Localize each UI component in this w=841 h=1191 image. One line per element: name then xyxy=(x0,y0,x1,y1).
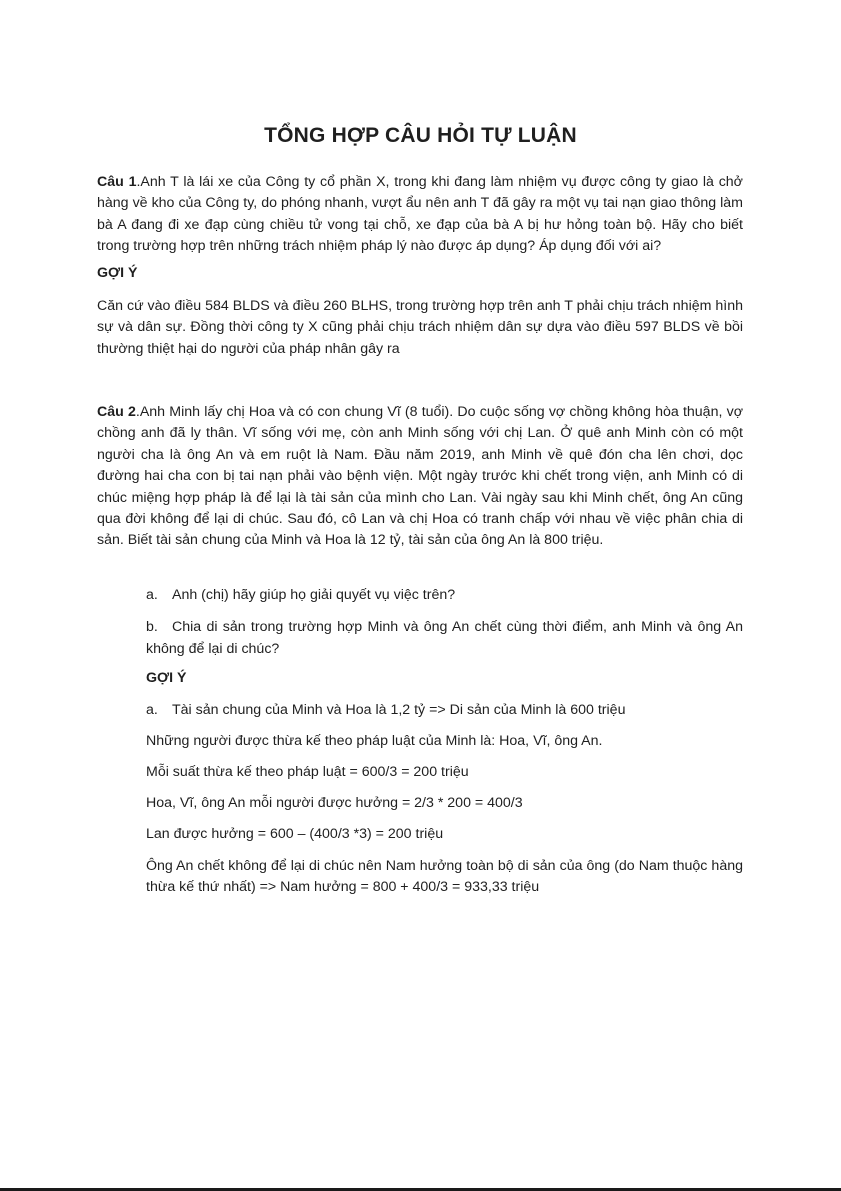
item-a-text: Anh (chị) hãy giúp họ giải quyết vụ việc trên? xyxy=(172,587,456,603)
answer-a-text: Tài sản chung của Minh và Hoa là 1,2 tỷ => Di sản của Minh là 600 triệu xyxy=(172,702,626,718)
answer-a-marker: a. xyxy=(146,702,158,718)
question-1 xyxy=(97,172,743,258)
question-2-item-b xyxy=(146,616,743,660)
question-2-label: Câu 2 xyxy=(97,404,136,420)
question-2 xyxy=(97,402,743,552)
question-2-item-a xyxy=(146,584,743,606)
question-1-label: Câu 1 xyxy=(97,174,137,190)
answer-a xyxy=(146,699,743,721)
item-b-text: Chia di sản trong trường hợp Minh và ông An chết cùng thời điểm, anh Minh và ông An không để lại di chúc? xyxy=(146,619,743,657)
item-a-marker: a. xyxy=(146,587,158,603)
answer-line-nam: Ông An chết không để lại di chúc nên Nam hưởng toàn bộ di sản của ông (do Nam thuộc hàng thừa kế thứ nhất) => Nam hưởng = 800 + 400/3 = 933,33 triệu xyxy=(146,858,743,896)
answer-line-each: Hoa, Vĩ, ông An mỗi người được hưởng = 2/3 * 200 = 400/3 xyxy=(146,795,523,811)
question-1-hint-heading: GỢI Ý xyxy=(97,265,138,281)
item-b-marker: b. xyxy=(146,619,158,635)
question-1-hint-text: Căn cứ vào điều 584 BLDS và điều 260 BLHS, trong trường hợp trên anh T phải chịu trách nhiệm hình sự và dân sự. Đồng thời công ty X cũng phải chịu trách nhiệm dân sự dựa vào điều 597 BLDS về bồi thường thiệt hại do người của pháp nhân gây ra xyxy=(97,298,743,357)
question-1-text: .Anh T là lái xe của Công ty cổ phần X, trong khi đang làm nhiệm vụ được công ty giao là chở hàng về kho của Công ty, do phóng nhanh, vượt ẩu nên anh T đã gây ra một vụ tai nạn giao thông làm bà A đang đi xe đạp cùng chiều tử vong tại chỗ, xe đạp của bà A bị hư hỏng toàn bộ. Hãy cho biết trong trường hợp trên những trách nhiệm pháp lý nào được áp dụng? Áp dụng đối với ai? xyxy=(97,174,743,255)
page-title: TỔNG HỢP CÂU HỎI TỰ LUẬN xyxy=(264,124,577,147)
question-2-hint-heading: GỢI Ý xyxy=(146,670,187,686)
answer-line-share: Mỗi suất thừa kế theo pháp luật = 600/3 = 200 triệu xyxy=(146,764,469,780)
answer-line-lan: Lan được hưởng = 600 – (400/3 *3) = 200 triệu xyxy=(146,826,444,842)
answer-line-heirs: Những người được thừa kế theo pháp luật của Minh là: Hoa, Vĩ, ông An. xyxy=(146,733,603,749)
question-2-text: .Anh Minh lấy chị Hoa và có con chung Vĩ (8 tuổi). Do cuộc sống vợ chồng không hòa thuận, vợ chồng anh đã ly thân. Vĩ sống với mẹ, còn anh Minh sống với chị Lan. Ở quê anh Minh còn có một người cha là ông An và em ruột là Nam. Đầu năm 2019, anh Minh về quê đón cha lên chơi, dọc đường hai cha con bị tai nạn phải vào bệnh viện. Một ngày trước khi chết trong viện, anh Minh có di chúc miệng hợp pháp là để lại là tài sản của mình cho Lan. Vài ngày sau khi Minh chết, ông An cũng qua đời không để lại di chúc. Sau đó, cô Lan và chị Hoa có tranh chấp với nhau về việc phân chia di sản. Biết tài sản chung của Minh và Hoa là 12 tỷ, tài sản của ông An là 800 triệu. xyxy=(97,404,743,549)
